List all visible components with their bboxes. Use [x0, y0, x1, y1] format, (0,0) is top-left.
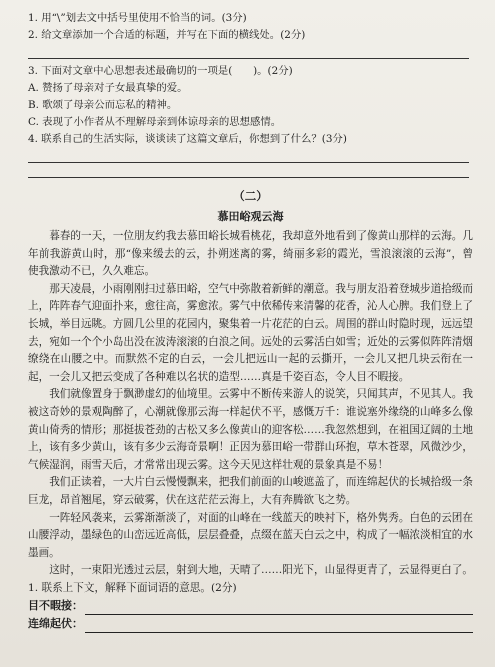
paragraph: 暮春的一天，一位朋友约我去慕田峪长城看桃花，我却意外地看到了像黄山那样的云海。几年前我游黄山时，那“像来缓去的云，扑朔迷离的雾，绮丽多彩的霞光，雪浪滚滚的云海”，曾使我激动不已，久久难忘。	[28, 230, 473, 278]
paragraph: 一阵轻风袭来，云雾渐渐淡了，对面的山峰在一线蓝天的映衬下，格外隽秀。白色的云团在山腰浮动，墨绿色的山峦远近高低，层层叠叠，点缀在蓝天白云之中，构成了一幅浓淡相宜的水墨画。	[28, 511, 473, 559]
fill-line-2[interactable]	[85, 618, 473, 633]
question-2: 2. 给文章添加一个合适的标题，并写在下面的横线处。(2分)	[28, 29, 306, 41]
question-4: 4. 联系自己的生活实际，谈谈读了这篇文章后，你想到了什么？(3分)	[28, 133, 347, 145]
fill-line-1[interactable]	[85, 600, 473, 615]
question-bottom: 1. 联系上下文，解释下面词语的意思。(2分)	[28, 581, 237, 594]
paragraph: 这时，一束阳光透过云层，射到大地，天晴了……阳光下，山显得更青了，云显得更白了。	[49, 564, 473, 577]
paragraph: 我们正读着，一大片白云慢慢飘来，把我们前面的山峻遮盖了，而连绵起伏的长城拾级一条巨龙，昂首翘尾，穿云破雾，伏在这茫茫云海上，大有奔腾欲飞之势。	[28, 476, 473, 506]
section-label: （二）	[233, 189, 268, 203]
answer-line-2[interactable]	[28, 163, 469, 178]
paragraph: 我们就像置身于飘渺虚幻的仙境里。云雾中不断传来游人的说笑，只闻其声，不见其人。我被这奇妙的景观陶醉了，心潮就像那云海一样起伏不平，感慨万千：谁说塞外缘绕的山峰多么像黄山倚秀的情形；那挺拔苍劲的古松又多么像黄山的迎客松……我忽然想到，在祖国辽阔的土地上，该有多少黄山，该有多少云海奇景啊！正因为慕田峪一带群山环抱，草木苍翠，风微沙少，气候湿润，雨雪天后，才常常出现云雾。这今天见这样壮观的景象真是不易！	[28, 388, 473, 471]
fill-row-1	[28, 597, 473, 615]
article-title: 慕田峪观云海	[217, 210, 284, 223]
fill-label-2: 连绵起伏：	[28, 617, 83, 631]
option-a: A. 赞扬了母亲对子女最真挚的爱。	[28, 82, 188, 94]
option-c: C. 表现了小作者从不理解母亲到体谅母亲的思想感情。	[28, 116, 282, 128]
answer-line-title[interactable]	[28, 44, 469, 59]
answer-line-1[interactable]	[28, 148, 469, 163]
option-b: B. 歌颂了母亲公而忘私的精神。	[28, 99, 178, 111]
paragraph: 那天凌晨，小雨刚刚扫过慕田峪，空气中弥散着新鲜的潮意。我与朋友沿着登城步道拾级而上，阵阵春气迎面扑来，愈往高，雾愈浓。雾气中依稀传来清馨的花香，沁人心脾。我们登上了长城，举目远眺。方圆几公里的花园内，聚集着一片花茫的白云。周围的群山时隐时现，远远望去，宛如一个个小岛出没在波涛滚滚的白浪之间。远处的云雾活白如雪；近处的云雾似阵阵清烟缭绕在山腰之中。而默然不定的白云，一会儿把远山一起的云撕开，一会儿又把几块云衔在一起，一会儿又把云变成了各种难以名状的造型……真是千姿百态，令人目不暇接。	[28, 282, 473, 383]
fill-label-1: 目不暇接：	[28, 599, 83, 613]
question-3: 3. 下面对文章中心思想表述最确切的一项是( )。(2分)	[28, 65, 293, 77]
fill-row-2	[28, 615, 473, 633]
question-1: 1. 用“\”划去文中括号里使用不恰当的词。(3分)	[28, 12, 247, 24]
